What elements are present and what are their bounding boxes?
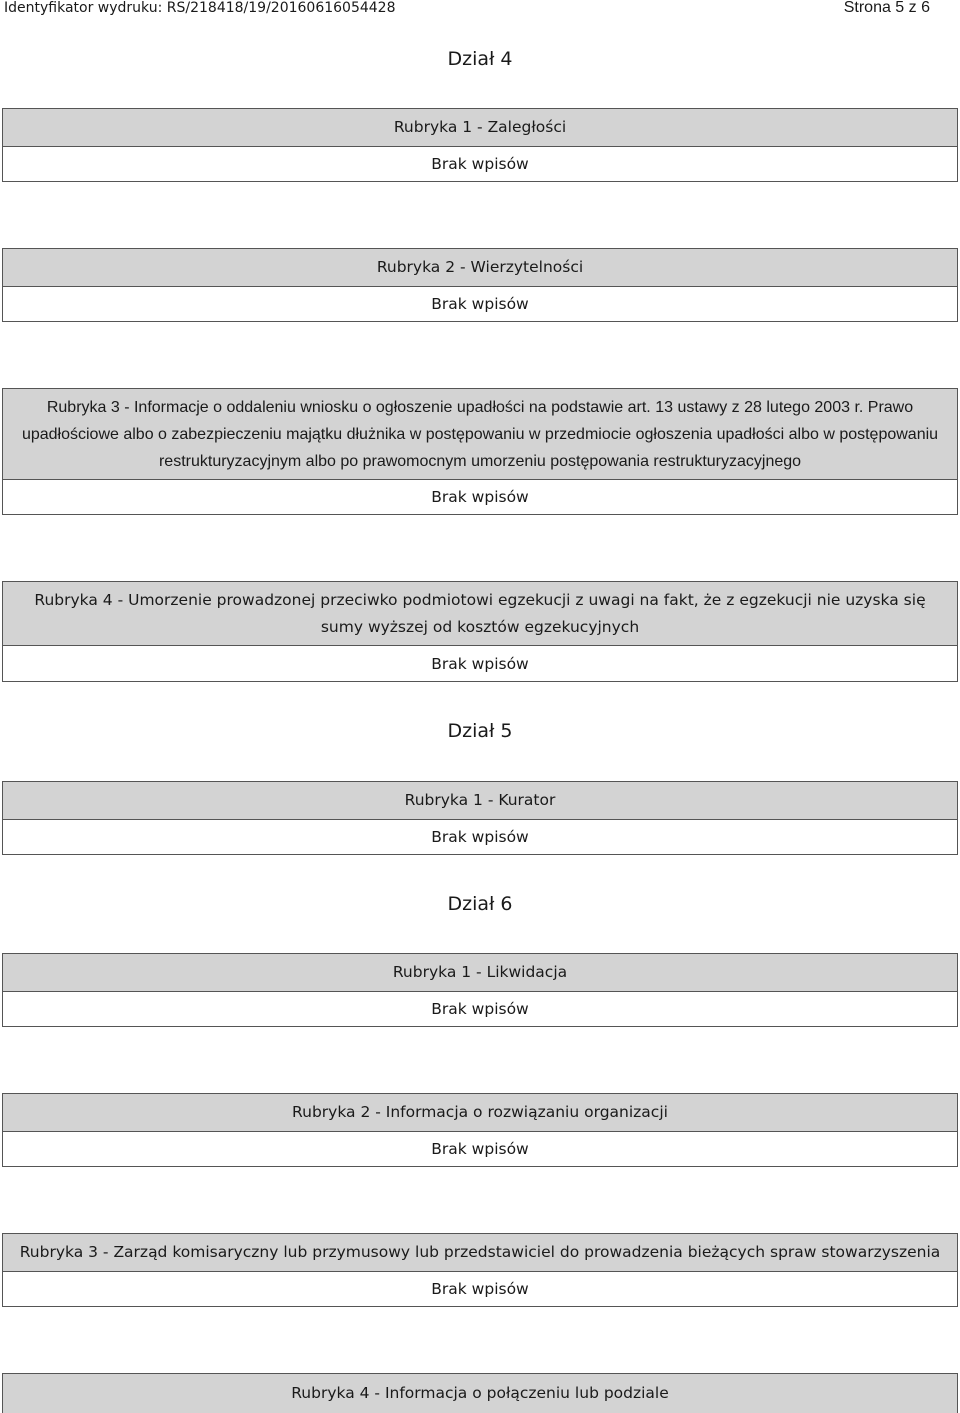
rubryka-body: Brak wpisów [431,1140,529,1158]
rubryka-title: Rubryka 1 - Zaległości [3,109,957,147]
rubryka-body: Brak wpisów [431,828,529,846]
section-title-dzial-4: Dział 4 [447,48,513,70]
rubryka-d4-1 [2,108,958,182]
rubryka-d6-4 [2,1373,958,1413]
section-title-dzial-5: Dział 5 [447,720,513,742]
rubryka-body: Brak wpisów [431,295,529,313]
rubryka-title: Rubryka 3 - Informacje o oddaleniu wniosku o ogłoszenie upadłości na podstawie art. 13 ustawy z 28 lutego 2003 r. Prawo upadłościowe albo o zabezpieczeniu majątku dłużnika w postępowaniu w przedmiocie ogłoszenia upadłości albo w postępowaniu restrukturyzacyjnym albo po prawomocnym umorzeniu postępowania restrukturyzacyjnego [3,389,957,480]
rubryka-title: Rubryka 2 - Wierzytelności [3,249,957,287]
page-number: Strona 5 z 6 [843,0,930,16]
rubryka-title: Rubryka 4 - Umorzenie prowadzonej przeciwko podmiotowi egzekucji z uwagi na fakt, że z egzekucji nie uzyska się sumy wyższej od kosztów egzekucyjnych [3,582,957,646]
rubryka-d4-3 [2,388,958,515]
rubryka-title: Rubryka 4 - Informacja o połączeniu lub podziale [3,1374,957,1413]
rubryka-title: Rubryka 1 - Likwidacja [3,954,957,992]
rubryka-title: Rubryka 2 - Informacja o rozwiązaniu organizacji [3,1094,957,1132]
rubryka-title: Rubryka 1 - Kurator [3,782,957,820]
section-title-dzial-6: Dział 6 [447,893,513,915]
rubryka-d6-2 [2,1093,958,1167]
rubryka-body: Brak wpisów [431,654,529,673]
print-identifier: Identyfikator wydruku: RS/218418/19/20160616054428 [4,0,396,16]
rubryka-d4-4 [2,581,958,682]
rubryka-d5-1 [2,781,958,855]
rubryka-d6-3 [2,1233,958,1307]
rubryka-d4-2 [2,248,958,322]
rubryka-body: Brak wpisów [431,155,529,173]
rubryka-d6-1 [2,953,958,1027]
rubryka-body: Brak wpisów [431,1280,529,1298]
rubryka-body: Brak wpisów [431,488,529,506]
rubryka-body: Brak wpisów [431,1000,529,1018]
rubryka-title: Rubryka 3 - Zarząd komisaryczny lub przymusowy lub przedstawiciel do prowadzenia bieżących spraw stowarzyszenia [3,1234,957,1272]
